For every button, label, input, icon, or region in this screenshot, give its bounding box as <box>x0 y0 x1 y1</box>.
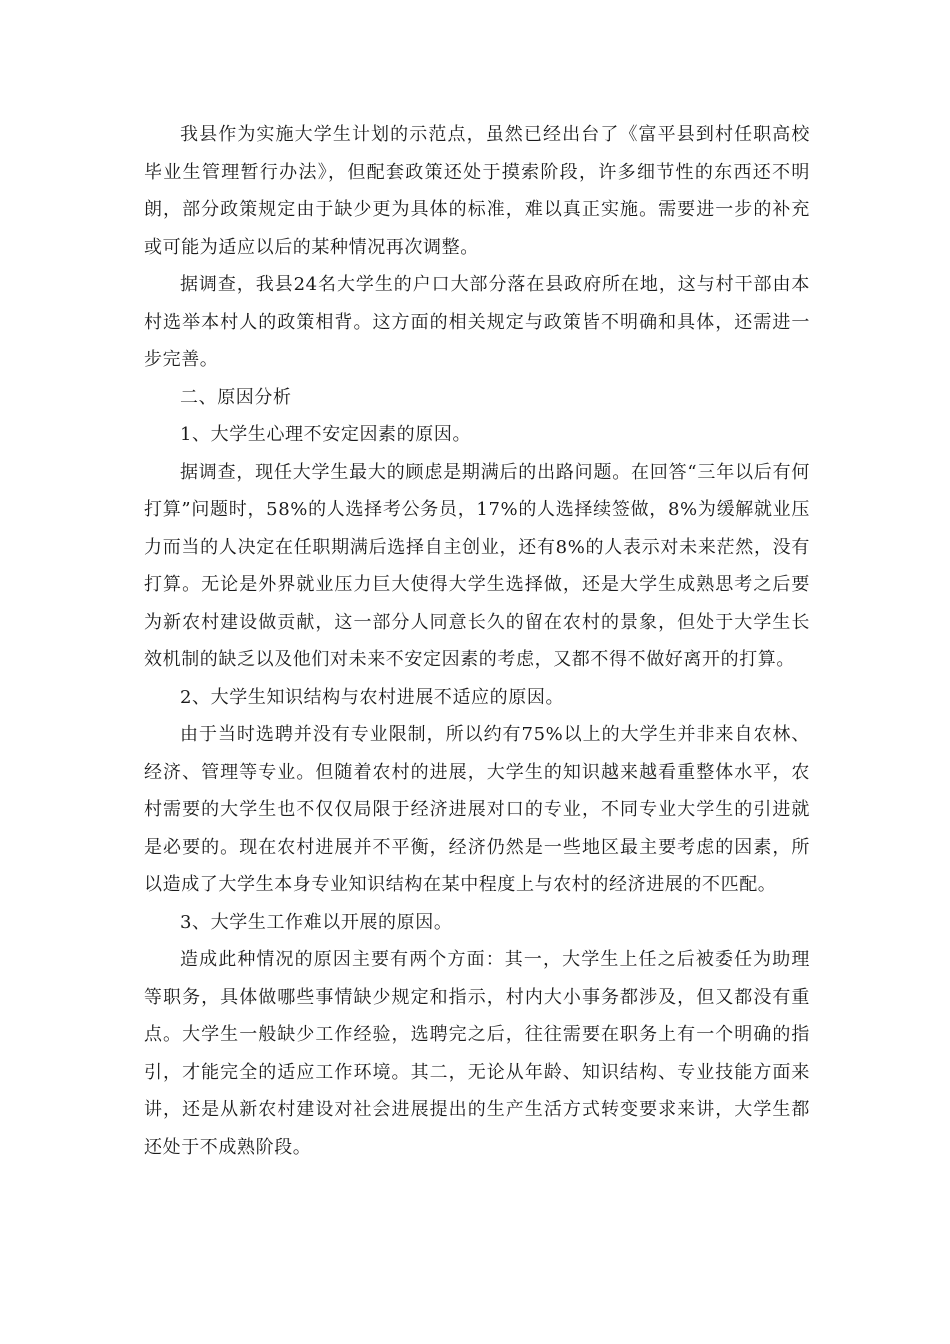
document-body <box>144 116 810 1166</box>
paragraph-future-plans-survey: 据调查，现任大学生最大的顾虑是期满后的出路问题。在回答“三年以后有何打算”问题时，58%的人选择考公务员，17%的人选择续签做，8%为缓解就业压力而当的人决定在任职期满后选择自主创业，还有8%的人表示对未来茫然，没有打算。无论是外界就业压力巨大使得大学生选择做，还是大学生成熟思考之后要为新农村建设做贡献，这一部分人同意长久的留在农村的景象，但处于大学生长效机制的缺乏以及他们对未来不安定因素的考虑，又都不得不做好离开的打算。 <box>144 461 810 670</box>
subheading-work-difficulty: 3、大学生工作难以开展的原因。 <box>180 911 453 933</box>
subheading-knowledge-structure: 2、大学生知识结构与农村进展不适应的原因。 <box>180 686 565 708</box>
paragraph-knowledge-structure: 由于当时选聘并没有专业限制，所以约有75%以上的大学生并非来自农林、经济、管理等专业。但随着农村的进展，大学生的知识越来越看重整体水平，农村需要的大学生也不仅仅局限于经济进展对口的专业，不同专业大学生的引进就是必要的。现在农村进展并不平衡，经济仍然是一些地区最主要考虑的因素，所以造成了大学生本身专业知识结构在某中程度上与农村的经济进展的不匹配。 <box>144 724 810 895</box>
section-heading-cause-analysis: 二、原因分析 <box>180 386 292 408</box>
subheading-psychological-instability: 1、大学生心理不安定因素的原因。 <box>180 424 472 445</box>
paragraph-work-difficulty: 造成此种情况的原因主要有两个方面：其一，大学生上任之后被委任为助理等职务，具体做哪些事情缺少规定和指示，村内大小事务都涉及，但又都没有重点。大学生一般缺少工作经验，选聘完之后，往往需要在职务上有一个明确的指引，才能完全的适应工作环境。其二，无论从年龄、知识结构、专业技能方面来讲，还是从新农村建设对社会进展提出的生产生活方式转变要求来讲，大学生都还处于不成熟阶段。 <box>144 949 810 1158</box>
paragraph-hukou-survey: 据调查，我县24名大学生的户口大部分落在县政府所在地，这与村干部由本村选举本村人的政策相背。这方面的相关规定与政策皆不明确和具体，还需进一步完善。 <box>144 274 810 370</box>
paragraph-policy-exploration: 我县作为实施大学生计划的示范点，虽然已经出台了《富平县到村任职高校毕业生管理暂行办法》，但配套政策还处于摸索阶段，许多细节性的东西还不明朗，部分政策规定由于缺少更为具体的标准，难以真正实施。需要进一步的补充或可能为适应以后的某种情况再次调整。 <box>144 124 810 258</box>
